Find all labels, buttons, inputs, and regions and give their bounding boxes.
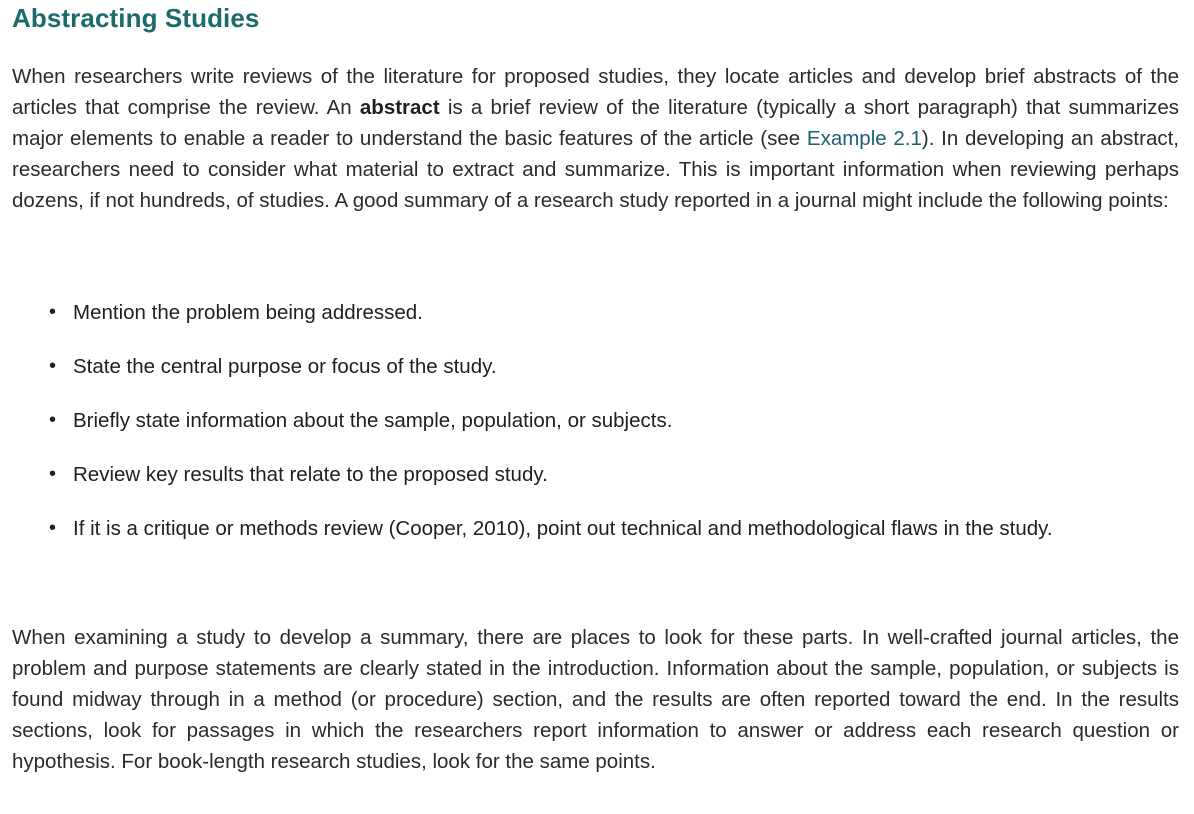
list-item <box>12 459 1179 490</box>
bullet-icon: • <box>49 409 57 431</box>
list-item-text: Review key results that relate to the proposed study. <box>73 463 548 486</box>
intro-paragraph <box>12 61 1179 216</box>
list-item <box>12 513 1179 544</box>
bullet-icon: • <box>49 355 57 377</box>
list-item <box>12 405 1179 436</box>
list-item <box>12 351 1179 382</box>
abstract-term: abstract <box>359 96 440 119</box>
list-item <box>12 297 1179 328</box>
example-link[interactable]: Example 2.1 <box>806 127 922 150</box>
list-item-text: State the central purpose or focus of the study. <box>73 355 497 378</box>
section-heading: Abstracting Studies <box>12 3 260 33</box>
list-item-text: If it is a critique or methods review (Cooper, 2010), point out technical and methodological flaws in the study. <box>73 517 1053 540</box>
list-item-text: Briefly state information about the sample, population, or subjects. <box>73 409 673 432</box>
summary-points-list <box>12 297 1179 567</box>
bullet-icon: • <box>49 517 57 539</box>
list-item-text: Mention the problem being addressed. <box>73 301 423 324</box>
intro-text-1: When researchers write reviews of the literature for proposed studies, they locate articles and develop brief abstracts of the articles that comprise the review. An <box>12 65 1179 119</box>
intro-text-3: ). In developing an abstract, researchers need to consider what material to extract and summarize. This is important information when reviewing perhaps dozens, if not hundreds, of studies. A good summary of a research study reported in a journal might include the following points: <box>12 127 1179 212</box>
bullet-icon: • <box>49 463 57 485</box>
examining-paragraph: When examining a study to develop a summary, there are places to look for these parts. In well-crafted journal articles, the problem and purpose statements are clearly stated in the introduction. Information about the sample, population, or subjects is found midway through in a method (or procedure) section, and the results are often reported toward the end. In the results sections, look for passages in which the researchers report information to answer or address each research question or hypothesis. For book-length research studies, look for the same points. <box>12 626 1179 773</box>
intro-text-2: is a brief review of the literature (typically a short paragraph) that summarizes major elements to enable a reader to understand the basic features of the article (see <box>12 96 1179 150</box>
bullet-icon: • <box>49 301 57 323</box>
